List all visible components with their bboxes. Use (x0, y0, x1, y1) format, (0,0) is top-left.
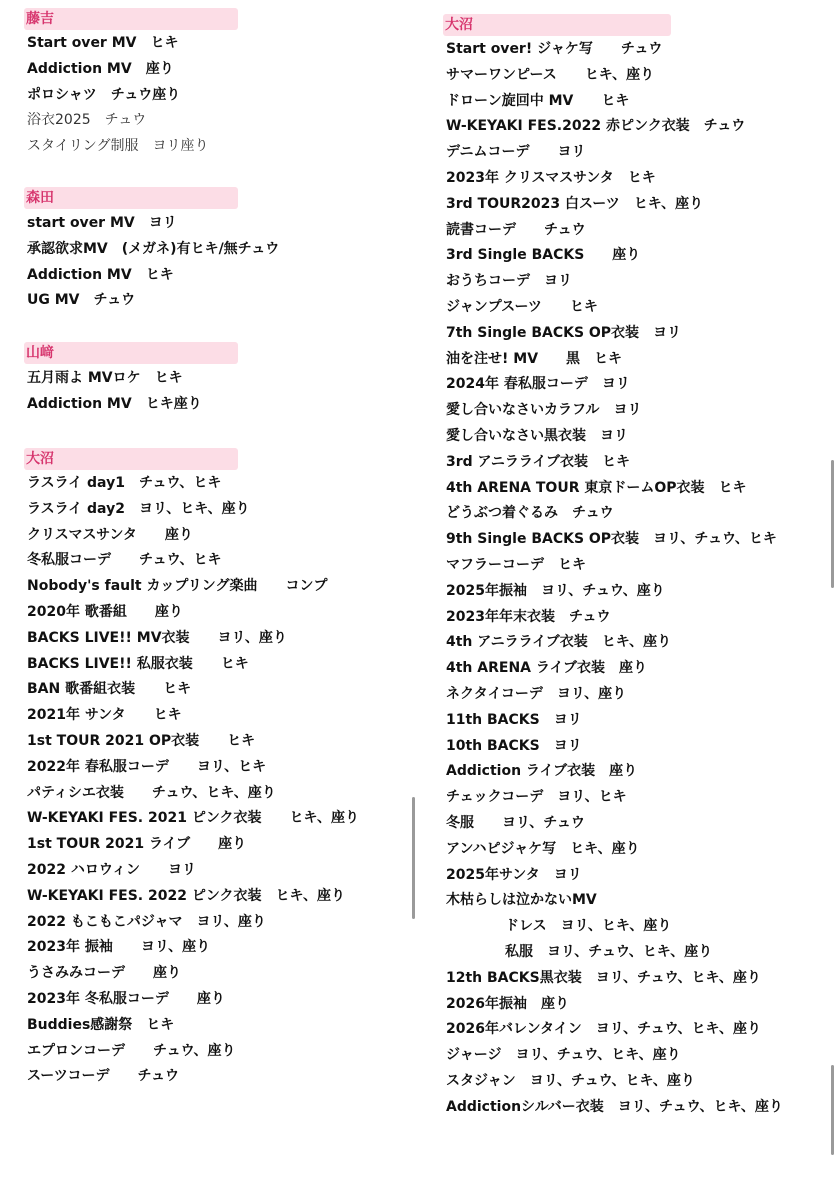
list-item: ジャンプスーツ ヒキ (446, 299, 598, 315)
list-item: 3rd Single BACKS 座り (446, 247, 641, 264)
section-header-0: 大沼 (443, 14, 671, 36)
list-item: Start over MV ヒキ (27, 35, 179, 51)
list-item: 愛し合いなさいカラフル ヨリ (446, 402, 642, 419)
list-item: 2026年振袖 座り (446, 995, 569, 1012)
list-item: 2024年 春私服コーデ ヨリ (446, 376, 630, 393)
list-item: 木枯らしは泣かないMV (446, 892, 597, 909)
list-item: ポロシャツ チュウ座り (27, 86, 181, 103)
list-item: 承認欲求MV (メガネ)有ヒキ/無チュウ (27, 240, 280, 257)
list-item: BACKS LIVE!! 私服衣装 ヒキ (27, 655, 249, 672)
list-item: ドレス ヨリ、ヒキ、座り (505, 918, 672, 935)
section-header-2: 山﨑 (24, 342, 238, 364)
list-item: BACKS LIVE!! MV衣装 ヨリ、座り (27, 629, 287, 646)
list-item: start over MV ヨリ (27, 215, 177, 231)
list-item: 2023年年末衣装 チュウ (446, 608, 611, 625)
list-item: 2025年振袖 ヨリ、チュウ、座り (446, 582, 665, 599)
section-header-0: 藤吉 (24, 8, 238, 30)
list-item: 2021年 サンタ ヒキ (27, 707, 182, 724)
list-item: Nobody's fault カップリング楽曲 コンプ (27, 578, 328, 595)
list-item: おうちコーデ ヨリ (446, 273, 572, 290)
list-item: 12th BACKS黒衣装 ヨリ、チュウ、ヒキ、座り (446, 969, 761, 986)
section-header-3: 大沼 (24, 448, 238, 470)
list-item: UG MV チュウ (27, 292, 136, 309)
list-item: Buddies感謝祭 ヒキ (27, 1016, 175, 1033)
list-item: 10th BACKS ヨリ (446, 737, 582, 754)
list-item: Addiction MV 座り (27, 60, 174, 77)
list-item: 9th Single BACKS OP衣装 ヨリ、チュウ、ヒキ (446, 531, 777, 548)
list-item: 2023年 冬私服コーデ 座り (27, 991, 225, 1007)
list-item: 読書コーデ チュウ (446, 221, 586, 238)
list-item: 浴衣2025 チュウ (27, 112, 147, 129)
list-item: うさみみコーデ 座り (27, 965, 181, 982)
list-item: 2022 もこもこパジャマ ヨリ、座り (27, 913, 266, 930)
list-item: 冬私服コーデ チュウ、ヒキ (27, 552, 222, 569)
list-item: 4th ARENA TOUR 東京ドームOP衣装 ヒキ (446, 479, 747, 496)
list-item: 2026年バレンタイン ヨリ、チュウ、ヒキ、座り (446, 1021, 761, 1038)
list-item: Addiction MV ヒキ座り (27, 395, 202, 412)
list-item: Addiction ライブ衣装 座り (446, 763, 638, 780)
list-item: 冬服 ヨリ、チュウ (446, 815, 585, 831)
list-item: Start over! ジャケ写 チュウ (446, 41, 663, 57)
list-item: ネクタイコーデ ヨリ、座り (446, 686, 627, 702)
list-item: 2025年サンタ ヨリ (446, 866, 582, 883)
list-item: クリスマスサンタ 座り (27, 526, 193, 543)
list-item: BAN 歌番組衣装 ヒキ (27, 681, 192, 698)
list-item: スタジャン ヨリ、チュウ、ヒキ、座り (446, 1073, 695, 1089)
list-item: マフラーコーデ ヒキ (446, 557, 586, 573)
list-item: 4th ARENA ライブ衣装 座り (446, 660, 648, 677)
list-item: 2022年 春私服コーデ ヨリ、ヒキ (27, 758, 267, 775)
list-item: 油を注せ! MV 黒 ヒキ (446, 350, 623, 367)
list-item: 2020年 歌番組 座り (27, 604, 183, 620)
list-item: 私服 ヨリ、チュウ、ヒキ、座り (505, 944, 713, 960)
list-item: ラスライ day1 チュウ、ヒキ (27, 475, 222, 491)
list-item: 五月雨よ MVロケ ヒキ (27, 370, 183, 386)
list-item: 3rd TOUR2023 白スーツ ヒキ、座り (446, 195, 704, 212)
list-item: デニムコーデ ヨリ (446, 144, 586, 161)
scrollbar-right-upper[interactable] (831, 460, 834, 588)
list-item: 7th Single BACKS OP衣装 ヨリ (446, 324, 682, 341)
scrollbar-right-lower[interactable] (831, 1065, 834, 1155)
list-item: アンハピジャケ写 ヒキ、座り (446, 840, 640, 857)
list-item: 4th アニラライブ衣装 ヒキ、座り (446, 634, 672, 651)
list-item: サマーワンピース ヒキ、座り (446, 66, 655, 83)
list-item: スタイリング制服 ヨリ座り (27, 138, 209, 155)
list-item: 11th BACKS ヨリ (446, 711, 582, 728)
list-item: W-KEYAKI FES. 2021 ピンク衣装 ヒキ、座り (27, 810, 360, 827)
section-header-1: 森田 (24, 187, 238, 209)
list-item: 1st TOUR 2021 OP衣装 ヒキ (27, 733, 256, 749)
list-item: ラスライ day2 ヨリ、ヒキ、座り (27, 500, 250, 517)
list-item: 2022 ハロウィン ヨリ (27, 862, 196, 878)
list-item: Addiction MV ヒキ (27, 266, 174, 283)
list-item: W-KEYAKI FES.2022 赤ピンク衣装 チュウ (446, 118, 746, 135)
list-item: Addictionシルバー衣装 ヨリ、チュウ、ヒキ、座り (446, 1098, 783, 1115)
list-item: 2023年 振袖 ヨリ、座り (27, 939, 211, 956)
scrollbar-left[interactable] (412, 797, 415, 919)
list-item: エプロンコーデ チュウ、座り (27, 1042, 236, 1059)
list-item: ドローン旋回中 MV ヒキ (446, 92, 630, 109)
list-item: チェックコーデ ヨリ、ヒキ (446, 789, 627, 806)
list-item: スーツコーデ チュウ (27, 1068, 180, 1085)
list-item: W-KEYAKI FES. 2022 ピンク衣装 ヒキ、座り (27, 887, 346, 904)
list-item: パティシエ衣装 チュウ、ヒキ、座り (27, 784, 276, 801)
list-item: どうぶつ着ぐるみ チュウ (446, 505, 614, 522)
list-item: 3rd アニラライブ衣装 ヒキ (446, 453, 631, 470)
list-item: 1st TOUR 2021 ライブ 座り (27, 836, 247, 853)
list-item: ジャージ ヨリ、チュウ、ヒキ、座り (446, 1047, 681, 1064)
list-item: 愛し合いなさい黒衣装 ヨリ (446, 428, 628, 444)
list-item: 2023年 クリスマスサンタ ヒキ (446, 170, 656, 186)
